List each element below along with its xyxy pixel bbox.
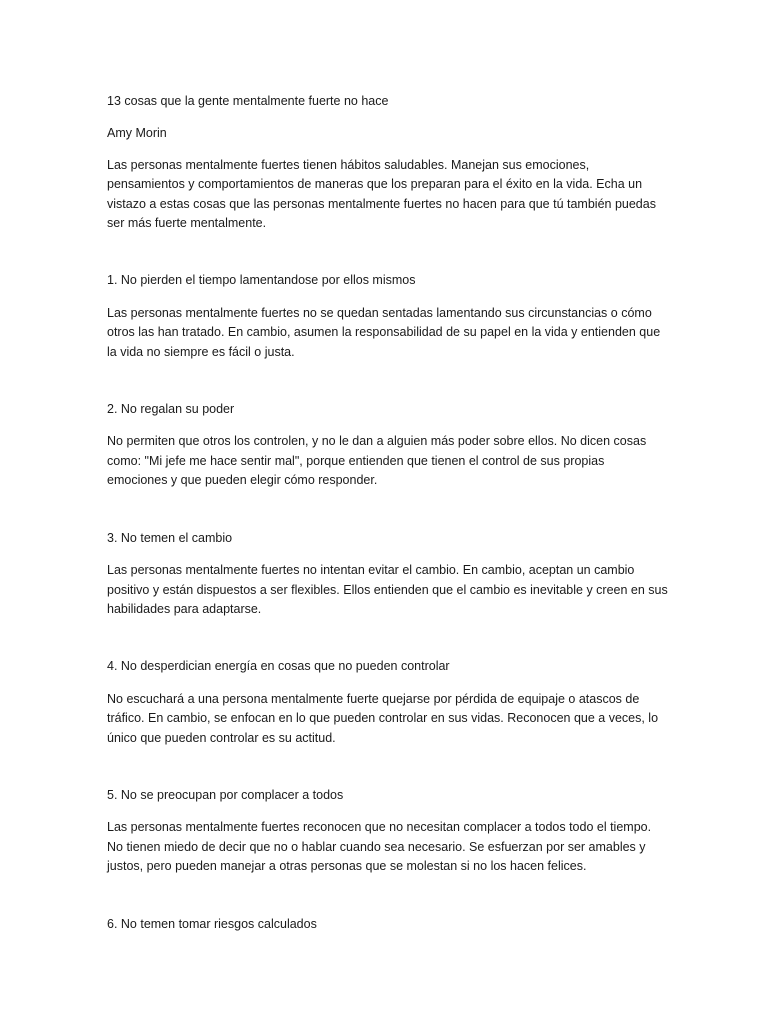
section-5 [107, 786, 668, 877]
section-body: No escuchará a una persona mentalmente fuerte quejarse por pérdida de equipaje o atascos de tráfico. En cambio, se enfocan en lo que pueden controlar en sus vidas. Reconocen que a veces, lo único que pueden controlar es su actitud. [107, 691, 659, 745]
section-heading: 5. No se preocupan por complacer a todos [107, 787, 344, 802]
section-heading: 2. No regalan su poder [107, 402, 235, 417]
section-3 [107, 529, 668, 620]
section-body: Las personas mentalmente fuertes reconocen que no necesitan complacer a todos todo el tiempo. No tienen miedo de decir que no o hablar cuando sea necesario. Se esfuerzan por ser amables y justos, pero pueden manejar a otras personas que se molestan si no los hacen felices. [107, 820, 652, 874]
section-6 [107, 915, 668, 934]
section-body: Las personas mentalmente fuertes no intentan evitar el cambio. En cambio, aceptan un cambio positivo y están dispuestos a ser flexibles. Ellos entienden que el cambio es inevitable y creen en sus habilidades para adaptarse. [107, 563, 668, 616]
section-2 [107, 400, 668, 491]
section-body: No permiten que otros los controlen, y no le dan a alguien más poder sobre ellos. No dicen cosas como: "Mi jefe me hace sentir mal", porque entienden que tienen el control de sus propias emociones y que pueden elegir cómo responder. [107, 434, 647, 488]
section-heading: 4. No desperdician energía en cosas que no pueden controlar [107, 659, 450, 674]
section-4 [107, 657, 668, 748]
document-title: 13 cosas que la gente mentalmente fuerte no hace [107, 94, 389, 108]
document-author: Amy Morin [107, 126, 167, 141]
section-1 [107, 271, 668, 362]
section-heading: 6. No temen tomar riesgos calculados [107, 916, 317, 931]
section-heading: 3. No temen el cambio [107, 530, 233, 545]
section-body: Las personas mentalmente fuertes no se quedan sentadas lamentando sus circunstancias o cómo otros las han tratado. En cambio, asumen la responsabilidad de su papel en la vida y entienden que la vida no siempre es fácil o justa. [107, 305, 661, 359]
section-heading: 1. No pierden el tiempo lamentandose por ellos mismos [107, 273, 416, 288]
intro-paragraph: Las personas mentalmente fuertes tienen hábitos saludables. Manejan sus emociones, pensamientos y comportamientos de maneras que los preparan para el éxito en la vida. Echa un vistazo a estas cosas que las personas mentalmente fuertes no hacen para que tú también puedas ser más fuerte mentalmente. [107, 157, 656, 231]
